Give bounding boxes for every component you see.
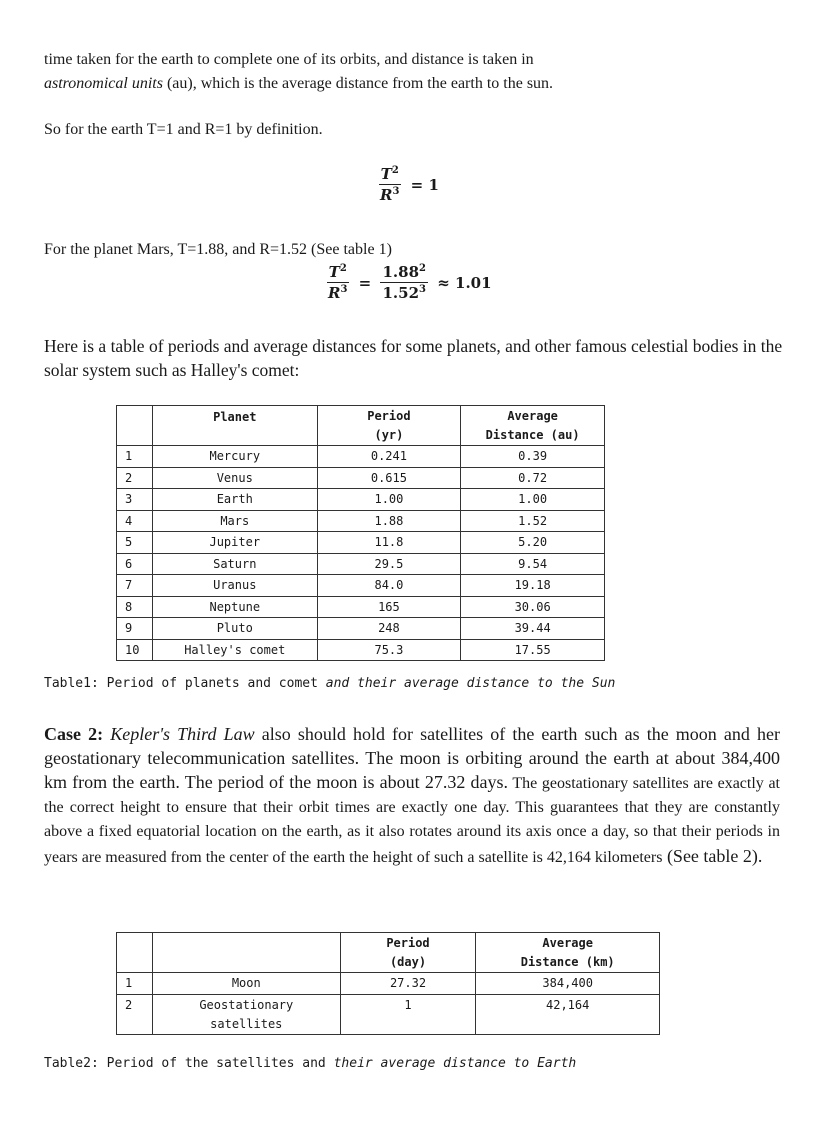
- period-value: 11.8: [317, 532, 461, 554]
- distance-value: 0.72: [461, 467, 605, 489]
- period-value: 1: [340, 994, 476, 1034]
- t2-header-distance-line1: Average: [542, 936, 593, 950]
- planet-name: Mars: [152, 510, 317, 532]
- period-value: 248: [317, 618, 461, 640]
- distance-value: 17.55: [461, 639, 605, 661]
- planet-name: Uranus: [152, 575, 317, 597]
- intro-paragraph: [44, 48, 784, 96]
- header-period-line1: Period: [367, 409, 411, 423]
- planet-name: Halley's comet: [152, 639, 317, 661]
- t2-header-distance: [476, 933, 660, 973]
- satellite-name: [152, 973, 340, 995]
- eq2-den-exponent: 3: [340, 284, 348, 295]
- row-index: 1: [117, 973, 153, 995]
- row-index: 8: [117, 596, 153, 618]
- period-value: 165: [317, 596, 461, 618]
- planet-name: Pluto: [152, 618, 317, 640]
- case2-text1: also should hold for satellites of the earth such as the moon and her geostationary telecommunication satellites. The moon is orbiting around the earth at about 384,400 km from the earth. The period of the moon is about 27.32 days.: [44, 724, 780, 792]
- planet-name: Earth: [152, 489, 317, 511]
- eq2-denominator: R: [328, 284, 341, 302]
- eq2-num-exponent: 2: [339, 263, 347, 274]
- header-period: [317, 406, 461, 446]
- period-value: 0.241: [317, 446, 461, 468]
- table-row: [117, 532, 605, 554]
- satellite-table: [116, 932, 660, 1035]
- header-period-line2: (yr): [374, 428, 404, 442]
- planet-name: Neptune: [152, 596, 317, 618]
- intro-line-2-rest: (au), which is the average distance from the earth to the sun.: [162, 75, 554, 92]
- intro-line-2: [44, 72, 784, 96]
- equation-mars: [326, 262, 492, 303]
- table2-caption-italic: their average distance to Earth: [333, 1056, 577, 1071]
- period-value: 27.32: [340, 973, 476, 995]
- table-row: [117, 553, 605, 575]
- eq2-den-value-exponent: 3: [419, 284, 426, 295]
- satellite-name-line1: Moon: [231, 976, 261, 990]
- header-distance-line1: Average: [507, 409, 558, 423]
- satellite-name: [152, 994, 340, 1034]
- equation-earth-fraction: [378, 164, 401, 205]
- t2-header-period: [340, 933, 476, 973]
- eq2-numerator-value: 1.88: [382, 263, 420, 281]
- intro-line-1: time taken for the earth to complete one of its orbits, and distance is taken in: [44, 51, 534, 68]
- table-row: [117, 639, 605, 661]
- header-distance-line2: Distance (au): [485, 428, 580, 442]
- eq1-denominator: R: [380, 186, 393, 204]
- table1-caption-plain: Table1: Period of planets and comet: [44, 676, 326, 691]
- table-row: [117, 994, 660, 1034]
- earth-definition: So for the earth T=1 and R=1 by definition.: [44, 121, 323, 138]
- t2-header-distance-line2: Distance (km): [520, 955, 615, 969]
- period-value: 29.5: [317, 553, 461, 575]
- distance-value: 9.54: [461, 553, 605, 575]
- row-index: 7: [117, 575, 153, 597]
- satellite-name-line2: satellites: [210, 1016, 283, 1031]
- header-planet: Planet: [152, 406, 317, 446]
- t2-header-period-line1: Period: [386, 936, 430, 950]
- period-value: 84.0: [317, 575, 461, 597]
- period-value: 1.88: [317, 510, 461, 532]
- eq1-result: = 1: [410, 175, 439, 194]
- satellite-name-line1: Geostationary: [199, 997, 294, 1012]
- table-row: [117, 510, 605, 532]
- case2-paragraph: [44, 722, 780, 870]
- row-index: 3: [117, 489, 153, 511]
- table-row: [117, 973, 660, 995]
- distance-value: 1.00: [461, 489, 605, 511]
- eq2-equals: =: [358, 273, 372, 292]
- distance-value: 384,400: [476, 973, 660, 995]
- eq2-numerator: T: [328, 263, 340, 281]
- planet-name: Venus: [152, 467, 317, 489]
- planet-name: Jupiter: [152, 532, 317, 554]
- distance-value: 42,164: [476, 994, 660, 1034]
- table-row: [117, 596, 605, 618]
- case2-text3: (See table 2).: [662, 846, 763, 866]
- distance-value: 39.44: [461, 618, 605, 640]
- period-value: 0.615: [317, 467, 461, 489]
- eq2-denominator-value: 1.52: [382, 284, 420, 302]
- eq1-den-exponent: 3: [392, 186, 400, 197]
- distance-value: 1.52: [461, 510, 605, 532]
- row-index: 6: [117, 553, 153, 575]
- row-index: 5: [117, 532, 153, 554]
- header-distance: [461, 406, 605, 446]
- distance-value: 19.18: [461, 575, 605, 597]
- case2-text2: The geostationary satellites are exactly at the correct height to ensure that their orbit times are exactly one day. This guarantees that they are constantly above a fixed equatorial location on the earth, as it also rotates around its axis once a day, so that their periods in years are measured from the center of the earth the height of such a satellite is 42,164 kilometers: [44, 775, 780, 866]
- distance-value: 30.06: [461, 596, 605, 618]
- planet-name: Mercury: [152, 446, 317, 468]
- distance-value: 0.39: [461, 446, 605, 468]
- period-value: 1.00: [317, 489, 461, 511]
- row-index: 10: [117, 639, 153, 661]
- eq1-num-exponent: 2: [391, 165, 399, 176]
- eq2-approx: ≈ 1.01: [437, 273, 492, 292]
- case2-label: Case 2:: [44, 724, 104, 744]
- row-index: 4: [117, 510, 153, 532]
- row-index: 2: [117, 467, 153, 489]
- planet-table-header: [117, 406, 605, 446]
- table-row: [117, 575, 605, 597]
- eq2-fraction-symbolic: [326, 262, 349, 303]
- equation-earth: [378, 164, 439, 205]
- table1-caption: [44, 676, 615, 691]
- table-row: [117, 618, 605, 640]
- table-row: [117, 446, 605, 468]
- table2-caption: [44, 1056, 576, 1071]
- eq2-num-value-exponent: 2: [419, 263, 426, 274]
- table2-caption-plain: Table2: Period of the satellites and: [44, 1056, 334, 1071]
- t2-header-period-line2: (day): [389, 955, 427, 969]
- planet-table: [116, 405, 605, 661]
- row-index: 9: [117, 618, 153, 640]
- keplers-third-law: Kepler's Third Law: [110, 724, 255, 744]
- mars-line: For the planet Mars, T=1.88, and R=1.52 (See table 1): [44, 241, 392, 258]
- distance-value: 5.20: [461, 532, 605, 554]
- table-intro: Here is a table of periods and average distances for some planets, and other famous celestial bodies in the solar system such as Halley's comet:: [44, 336, 783, 380]
- planet-name: Saturn: [152, 553, 317, 575]
- table-row: [117, 489, 605, 511]
- row-index: 1: [117, 446, 153, 468]
- period-value: 75.3: [317, 639, 461, 661]
- row-index: 2: [117, 994, 153, 1034]
- satellite-table-header: [117, 933, 660, 973]
- eq1-numerator: T: [380, 165, 392, 183]
- table1-caption-italic: and their average distance to the Sun: [325, 676, 616, 691]
- astronomical-units-term: astronomical units: [44, 75, 163, 92]
- table-row: [117, 467, 605, 489]
- eq2-fraction-numeric: [380, 262, 428, 303]
